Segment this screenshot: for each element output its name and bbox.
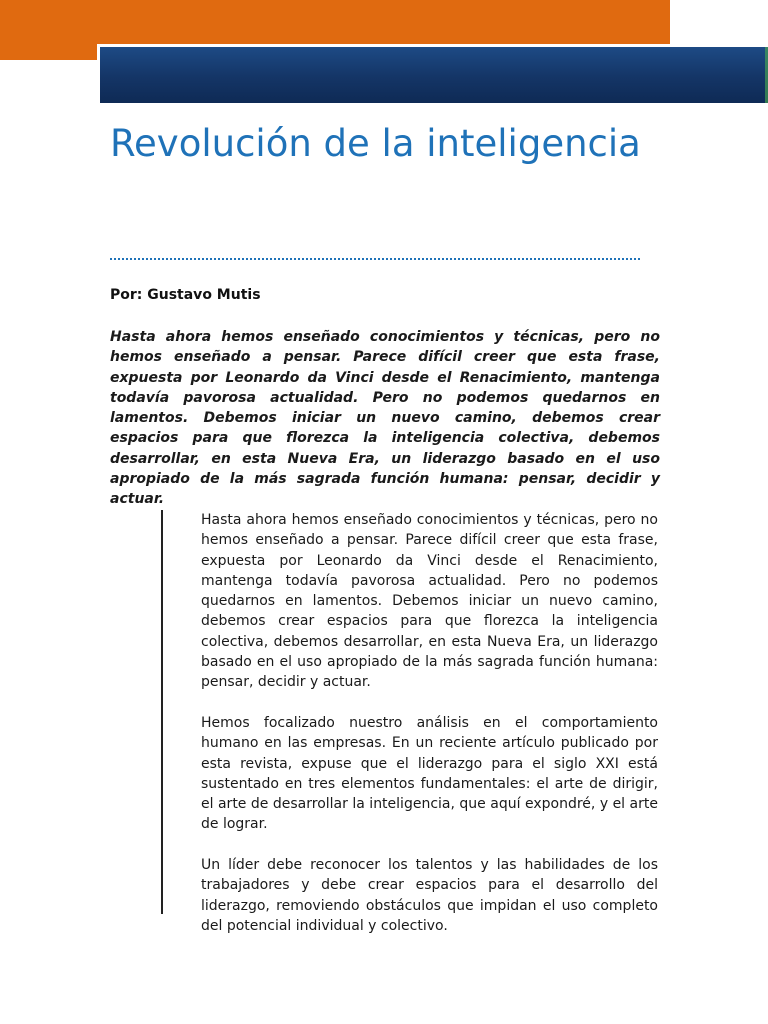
article-body — [201, 510, 658, 957]
title-divider — [110, 258, 640, 260]
body-paragraph: Hasta ahora hemos enseñado conocimientos y técnicas, pero no hemos enseñado a pensar. Parece difícil creer que esta frase, expuesta por Leonardo da Vinci desde el Renacimiento, mantenga todavía pavorosa actualidad. Pero no podemos quedarnos en lamentos. Debemos iniciar un nuevo camino, debemos crear espacios para que florezca la inteligencia colectiva, debemos desarrollar, en esta Nueva Era, un liderazgo basado en el uso apropiado de la más sagrada función humana: pensar, decidir y actuar. — [201, 512, 658, 691]
header-blue-banner — [97, 44, 768, 103]
article-title: Revolución de la inteligencia — [110, 122, 641, 165]
body-paragraph: Un líder debe reconocer los talentos y las habilidades de los trabajadores y debe crear espacios para el desarrollo del liderazgo, removiendo obstáculos que impidan el uso completo del potencial individual y colectivo. — [201, 857, 658, 934]
article-intro: Hasta ahora hemos enseñado conocimientos y técnicas, pero no hemos enseñado a pensar. Parece difícil creer que esta frase, expuesta por Leonardo da Vinci desde el Renacimiento, mantenga todavía pavorosa actualidad. Pero no podemos quedarnos en lamentos. Debemos iniciar un nuevo camino, debemos crear espacios para que florezca la inteligencia colectiva, debemos desarrollar, en esta Nueva Era, un liderazgo basado en el uso apropiado de la más sagrada función humana: pensar, decidir y actuar. — [110, 329, 660, 508]
body-side-rule — [161, 510, 163, 914]
article-author: Por: Gustavo Mutis — [110, 287, 261, 303]
body-paragraph: Hemos focalizado nuestro análisis en el comportamiento humano en las empresas. En un reciente artículo publicado por esta revista, expuse que el liderazgo para el siglo XXI está sustentado en tres elementos fundamentales: el arte de dirigir, el arte de desarrollar la inteligencia, que aquí expondré, y el arte de lograr. — [201, 714, 658, 833]
